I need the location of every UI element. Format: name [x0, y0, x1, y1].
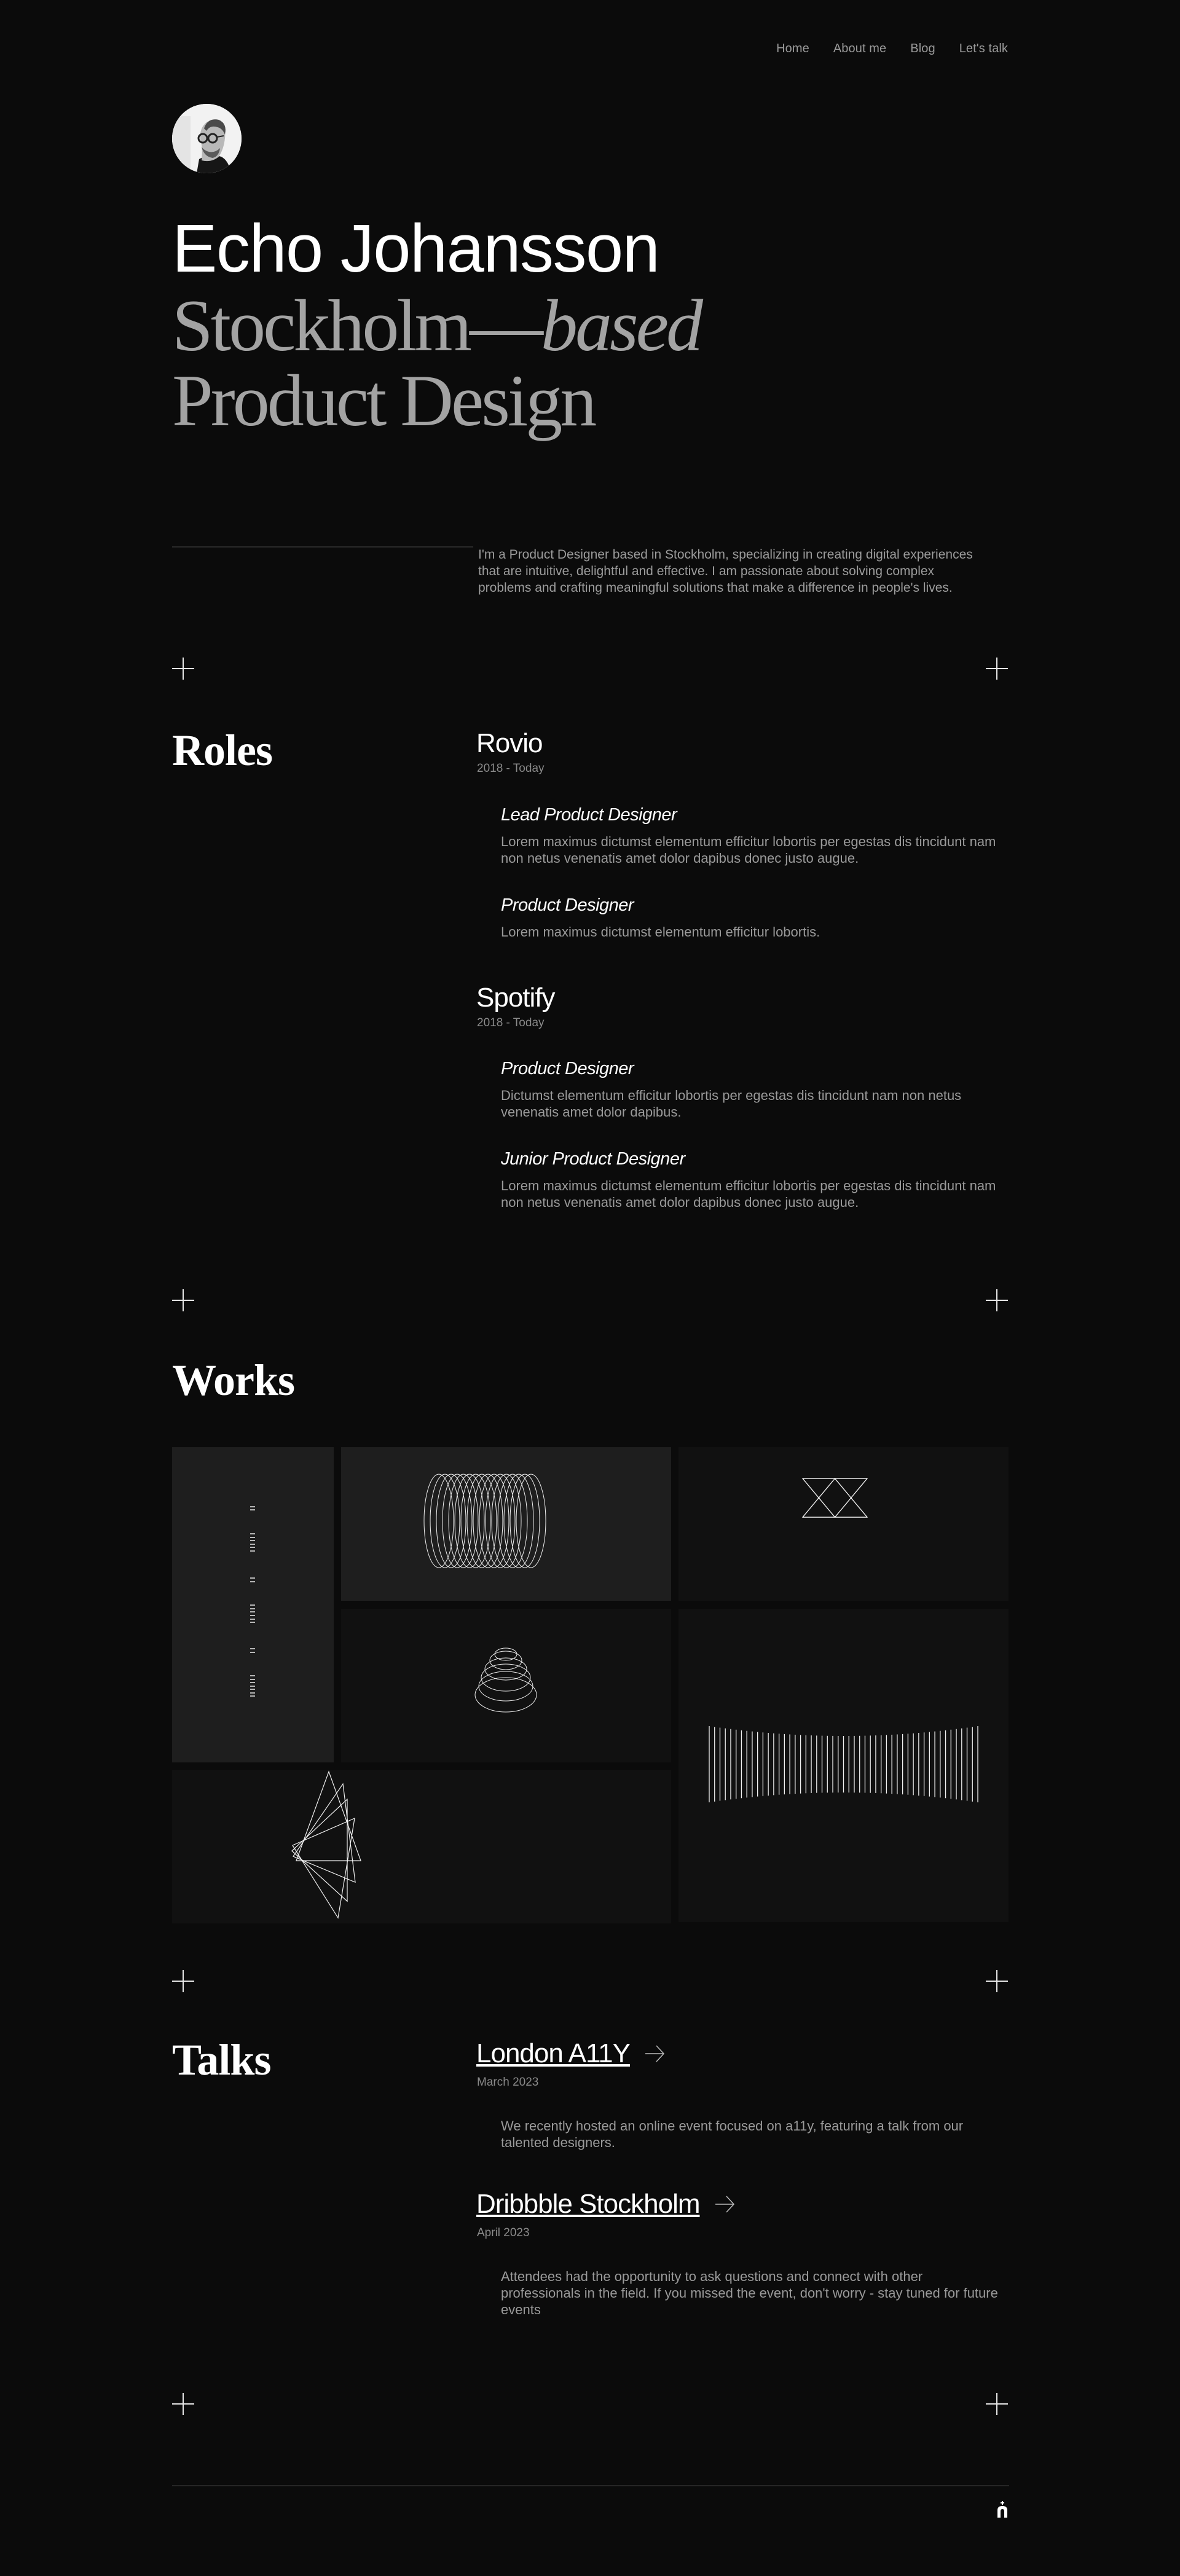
rotating-triangles-fan-icon: [172, 1770, 671, 1923]
hourglass-triangles-icon: [678, 1447, 1009, 1601]
works-title: Works: [172, 1356, 295, 1405]
footer-logo-link[interactable]: [996, 2501, 1009, 2518]
talk-date: April 2023: [477, 2226, 530, 2239]
role-title: Junior Product Designer: [501, 1149, 685, 1169]
intro-paragraph: I'm a Product Designer based in Stockholm, specializing in creating digital experiences that are intuitive, delightful and effective. I am passionate about solving complex problems and crafting meaningful solutions that make a difference in people's lives.: [478, 548, 973, 595]
hero-name: Echo Johansson: [172, 211, 659, 286]
company-period: 2018 - Today: [477, 762, 545, 775]
nav-lets-talk[interactable]: Let's talk: [959, 42, 1008, 55]
curved-vertical-lines-icon: [678, 1609, 1009, 1922]
intro-divider: [172, 546, 473, 548]
work-tile-hourglass[interactable]: [678, 1447, 1009, 1601]
portrait-image: [172, 104, 242, 173]
hero-tagline-line-3: Product Design: [172, 359, 595, 441]
hero-city: Stockholm—: [172, 285, 541, 366]
plus-marker-icon: [172, 658, 194, 680]
role-title: Lead Product Designer: [501, 805, 677, 825]
work-tile-rings[interactable]: [341, 1609, 671, 1762]
barcode-dashes-icon: [172, 1447, 334, 1762]
stacked-rings-icon: [341, 1609, 671, 1762]
work-tile-triangles[interactable]: [172, 1770, 671, 1923]
company-name: Rovio: [476, 728, 543, 758]
role-description: Dictumst elementum efficitur lobortis per egestas dis tincidunt nam non netus venenatis amet dolor dapibus.: [501, 1088, 962, 1120]
talk-date: March 2023: [477, 2076, 539, 2089]
work-tile-barcode[interactable]: [172, 1447, 334, 1762]
company-period: 2018 - Today: [477, 1016, 545, 1029]
plus-marker-icon: [986, 1970, 1008, 1992]
role-description: Lorem maximus dictumst elementum efficitur lobortis.: [501, 924, 820, 940]
plus-marker-icon: [172, 2393, 194, 2415]
plus-marker-icon: [172, 1970, 194, 1992]
overlapping-ellipses-icon: [341, 1447, 671, 1601]
plus-marker-icon: [172, 1289, 194, 1311]
nav-about-me[interactable]: About me: [833, 42, 887, 55]
role-title: Product Designer: [501, 895, 634, 915]
talk-link-london-a11y[interactable]: [476, 2040, 666, 2067]
plus-marker-icon: [986, 2393, 1008, 2415]
arrow-right-icon: [715, 2194, 736, 2214]
role-description: Lorem maximus dictumst elementum efficitur lobortis per egestas dis tincidunt nam non netus venenatis amet dolor dapibus donec justo augue.: [501, 834, 996, 866]
talk-description: We recently hosted an online event focused on a11y, featuring a talk from our talented designers.: [501, 2118, 964, 2150]
role-description: Lorem maximus dictumst elementum efficitur lobortis per egestas dis tincidunt nam non netus venenatis amet dolor dapibus donec justo augue.: [501, 1178, 996, 1210]
work-tile-lines[interactable]: [678, 1609, 1009, 1922]
plus-marker-icon: [986, 658, 1008, 680]
nav-home[interactable]: Home: [776, 42, 809, 55]
hero-tagline-line-2: [172, 285, 701, 366]
footer-divider: [172, 2485, 1009, 2486]
nav-blog[interactable]: Blog: [910, 42, 935, 55]
roles-title: Roles: [172, 726, 272, 775]
hero-based-italic: based: [541, 285, 701, 366]
talk-description: Attendees had the opportunity to ask questions and connect with other professionals in the field. If you missed the event, don't worry - stay tuned for future events: [501, 2269, 998, 2317]
chapel-logo-icon: [996, 2501, 1009, 2518]
talk-link-dribbble-stockholm[interactable]: [476, 2191, 736, 2218]
work-tile-ellipses[interactable]: [341, 1447, 671, 1601]
top-nav: [752, 42, 1008, 56]
company-name: Spotify: [476, 983, 555, 1013]
talk-title: London A11Y: [476, 2038, 630, 2068]
role-title: Product Designer: [501, 1059, 634, 1078]
talks-title: Talks: [172, 2035, 271, 2084]
avatar: [172, 104, 242, 173]
arrow-right-icon: [645, 2044, 666, 2064]
plus-marker-icon: [986, 1289, 1008, 1311]
talk-title: Dribbble Stockholm: [476, 2189, 700, 2219]
